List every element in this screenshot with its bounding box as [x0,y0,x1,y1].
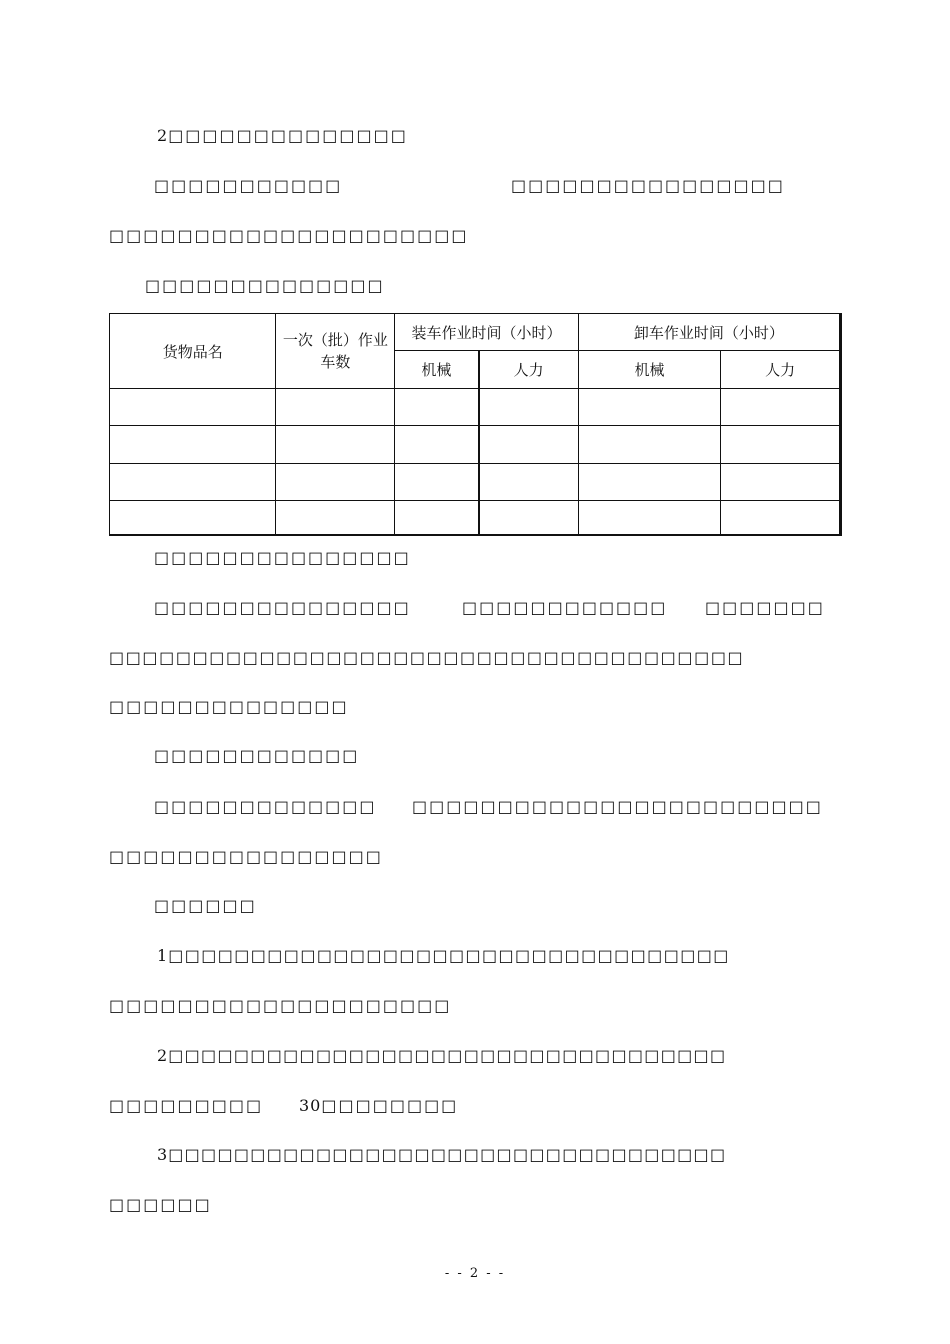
paragraph-line: □□□□□□□□□□□□□□□ [154,598,411,617]
header-unloading-mechanical: 机械 [578,351,721,389]
table-cell [395,464,479,501]
paragraph-line: 3□□□□□□□□□□□□□□□□□□□□□□□□□□□□□□□□□□ [157,1145,727,1164]
paragraph-line: □□□□□□□□□□□□□□□ [154,548,411,567]
page-number: - - 2 - - [444,1266,506,1281]
paragraph-line: □□□□□□□□□□□□□□□□□□□□ [109,996,452,1015]
paragraph-line: 30□□□□□□□□ [299,1096,459,1115]
header-unloading-manual: 人力 [721,351,841,389]
header-loading-time: 装车作业时间（小时） [395,314,578,351]
table-cell [395,389,479,426]
paragraph-line: □□□□□□ [109,1195,212,1214]
table-cell [479,426,579,464]
paragraph-line: 1□□□□□□□□□□□□□□□□□□□□□□□□□□□□□□□□□□ [157,946,730,965]
table-cell [721,389,841,426]
table-cell [578,389,721,426]
table-cell [721,501,841,535]
section-heading: □□□□□□ [154,896,257,915]
table-row [110,426,841,464]
table-cell [479,501,579,535]
header-loading-mechanical: 机械 [395,351,479,389]
table-cell [276,501,395,535]
paragraph-line: □□□□□□□□□□□□□□□□□□□□□□□□ [412,797,823,816]
table-cell [578,464,721,501]
header-loading-manual: 人力 [479,351,579,389]
paragraph-line: □□□□□□□□□□□□□ [154,797,377,816]
table-cell [479,389,579,426]
table-cell [721,426,841,464]
paragraph-line: □□□□□□□ [705,598,825,617]
table-cell [110,426,276,464]
paragraph-line: □□□□□□□□□□□ [154,176,343,195]
paragraph-line: □□□□□□□□□□□□□□ [109,697,349,716]
table-cell [479,464,579,501]
paragraph-line: □□□□□□□□□ [109,1096,264,1115]
table-cell [276,426,395,464]
table-cell [578,426,721,464]
table-row [110,501,841,535]
paragraph-line: □□□□□□□□□□□□ [462,598,668,617]
table-cell [721,464,841,501]
header-cars-per-batch: 一次（批）作业车数 [276,314,395,389]
paragraph-line: □□□□□□□□□□□□□□□□ [511,176,785,195]
table-cell [110,389,276,426]
table-cell [395,501,479,535]
table-cell [276,464,395,501]
table-row [110,464,841,501]
paragraph-line: 2□□□□□□□□□□□□□□ [157,126,408,145]
paragraph-line: □□□□□□□□□□□□ [154,746,360,765]
table-cell [110,501,276,535]
operation-time-table [109,313,842,536]
paragraph-line: □□□□□□□□□□□□□□□□□□□□□ [109,226,469,245]
table-row [110,389,841,426]
table-cell [276,389,395,426]
paragraph-line: 2□□□□□□□□□□□□□□□□□□□□□□□□□□□□□□□□□□ [157,1046,727,1065]
table-cell [110,464,276,501]
table-cell [395,426,479,464]
header-goods-name: 货物品名 [110,314,276,389]
table-caption: □□□□□□□□□□□□□□ [145,276,385,295]
paragraph-line: □□□□□□□□□□□□□□□□ [109,847,383,866]
table-cell [578,501,721,535]
header-unloading-time: 卸车作业时间（小时） [578,314,840,351]
paragraph-line: □□□□□□□□□□□□□□□□□□□□□□□□□□□□□□□□□□□□□□ [109,648,745,667]
